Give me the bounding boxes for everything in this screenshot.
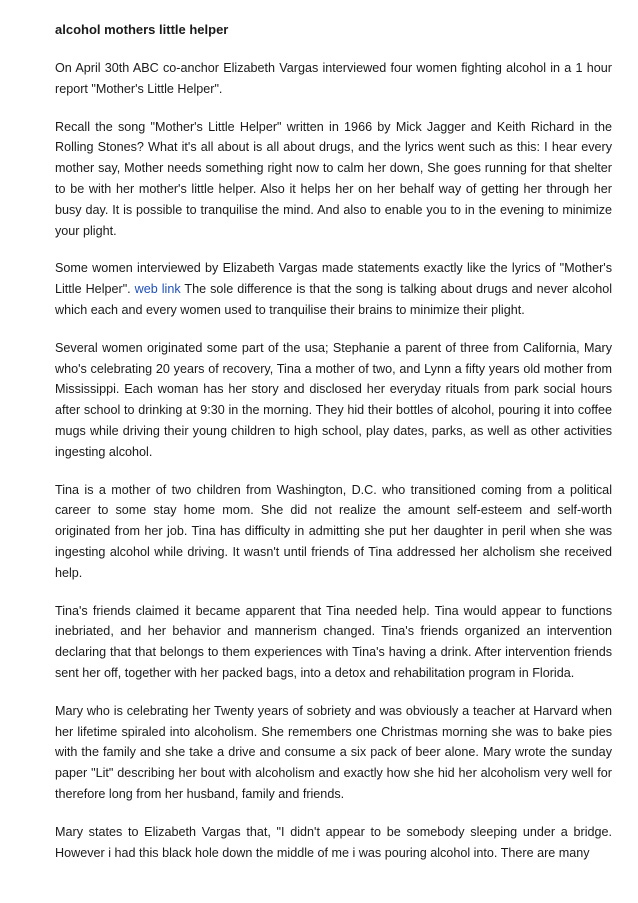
document-page: [55, 20, 612, 880]
paragraph-5: Tina is a mother of two children from Washington, D.C. who transitioned coming from a political career to some stay home mom. She did not realize the amount self-esteem and self-worth originated from her job. Tina has difficulty in admitting she put her daughter in peril when she was ingesting alcohol while driving. It wasn't until friends of Tina addressed her alcholism she received help.: [55, 482, 612, 580]
document-title: alcohol mothers little helper: [55, 22, 229, 37]
paragraph-3: [55, 258, 612, 320]
paragraph-4: Several women originated some part of the usa; Stephanie a parent of three from California, Mary who's celebrating 20 years of recovery, Tina a mother of two, and Lynn a fifty years old mother from Mississippi. Each woman has her story and disclosed her everyday rituals from park social hours after school to drinking at 9:30 in the morning. They hid their bottles of alcohol, pouring it into coffee mugs while driving their young children to high school, play dates, parks, as well as other activities ingesting alcohol.: [55, 340, 612, 459]
paragraph-6: Tina's friends claimed it became apparent that Tina needed help. Tina would appear to functions inebriated, and her behavior and mannerism changed. Tina's friends organized an intervention declaring that that belongs to them experiences with Tina's having a drink. After intervention friends sent her off, together with her packed bags, into a detox and rehabilitation program in Florida.: [55, 603, 612, 680]
paragraph-7: Mary who is celebrating her Twenty years of sobriety and was obviously a teacher at Harvard when her lifetime spiraled into alcoholism. She remembers one Christmas morning she was to bake pies with the family and she take a drive and consume a six pack of beer alone. Mary wrote the sunday paper "Lit" describing her bout with alcoholism and exactly how she hid her alcoholism very well for therefore long from her husband, family and friends.: [55, 703, 612, 801]
paragraph-3-text-before: Some women interviewed by Elizabeth Vargas made statements exactly like the lyrics of "Mother's Little Helper".: [55, 261, 612, 297]
paragraph-2: Recall the song "Mother's Little Helper" written in 1966 by Mick Jagger and Keith Richard in the Rolling Stones? What it's all about is all about drugs, and the lyrics went such as this: I hear every mother say, Mother needs something right now to calm her down, She goes running for that shelter to be with her mother's little helper. Also it helps her on her behalf way of getting her through her busy day. It is possible to tranquilise the mind. And also to enable you to in the evening to minimize your plight.: [55, 119, 612, 238]
web-link[interactable]: web link: [134, 282, 181, 297]
paragraph-8: Mary states to Elizabeth Vargas that, "I didn't appear to be somebody sleeping under a bridge. However i had this black hole down the middle of me i was pouring alcohol into. There are many: [55, 824, 612, 860]
paragraph-3-text-after: The sole difference is that the song is talking about drugs and never alcohol which each and every women used to tranquilise their brains to minimize their plight.: [55, 282, 613, 317]
paragraph-1: On April 30th ABC co-anchor Elizabeth Vargas interviewed four women fighting alcohol in a 1 hour report "Mother's Little Helper".: [55, 61, 612, 96]
